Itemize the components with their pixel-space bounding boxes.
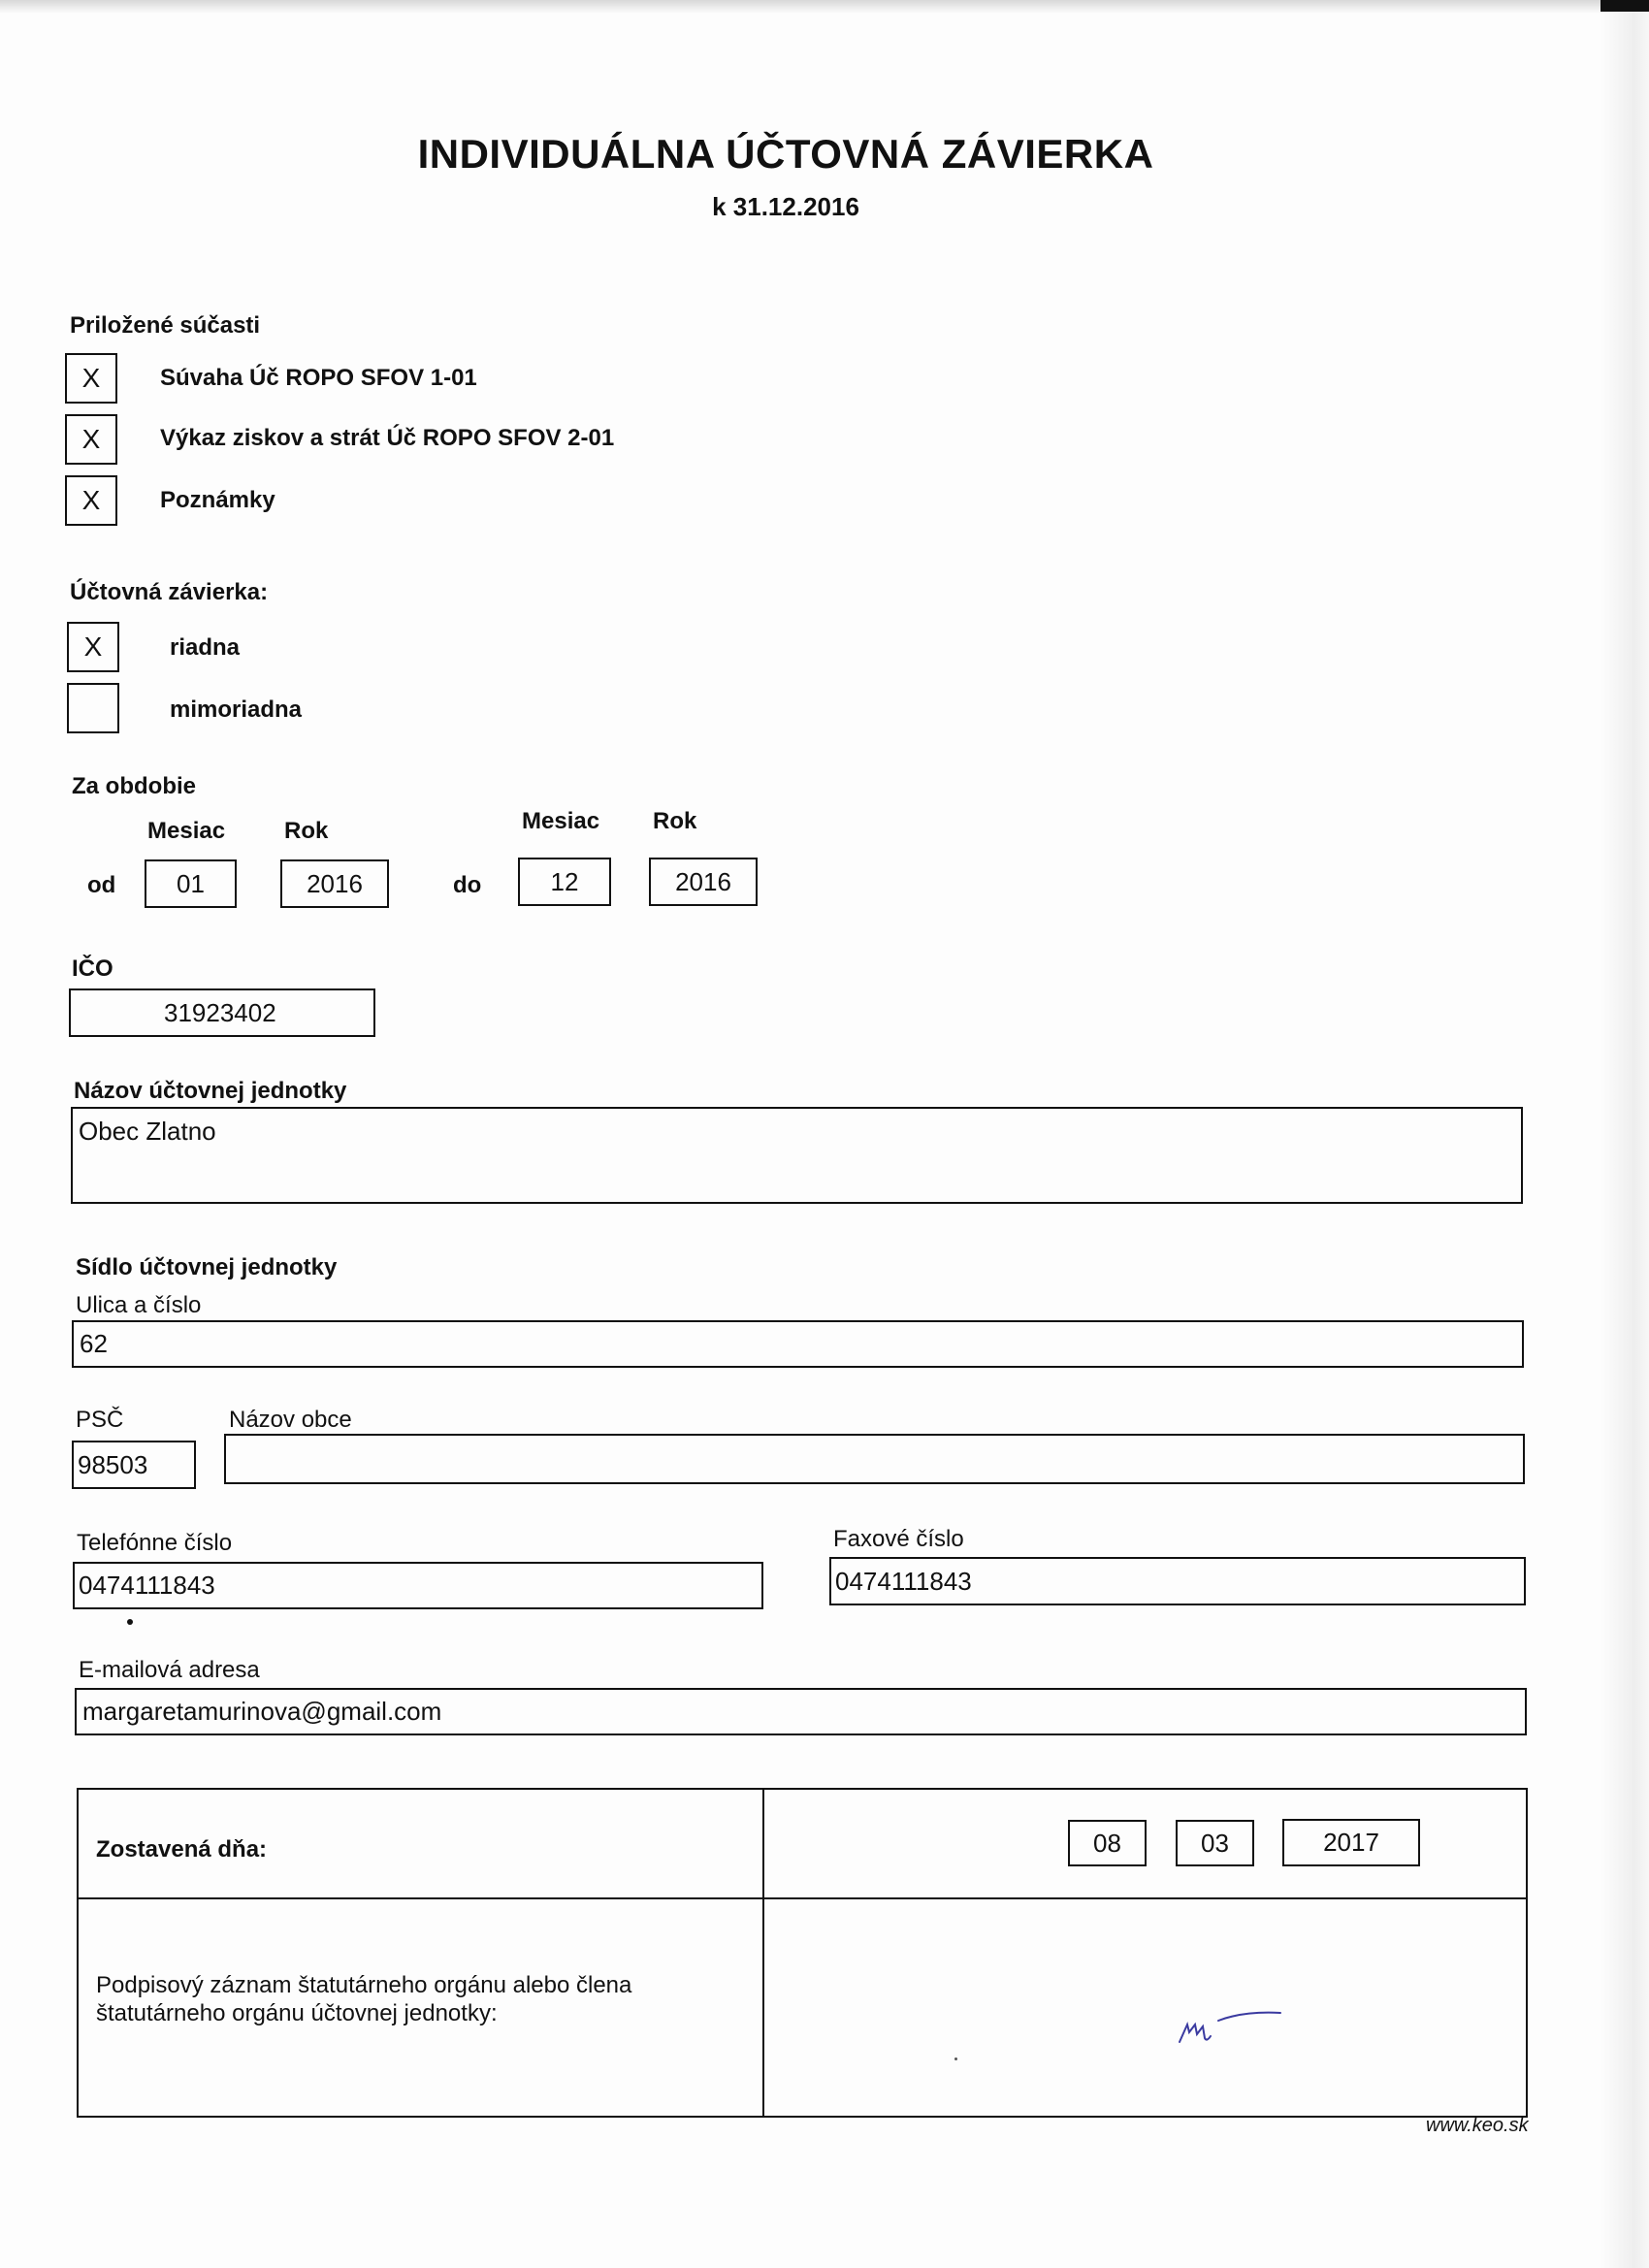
- attachment-label-balance: Súvaha Úč ROPO SFOV 1-01: [160, 365, 477, 391]
- ico-label: IČO: [72, 956, 113, 982]
- scan-top-edge: [0, 0, 1649, 14]
- page-subtitle: k 31.12.2016: [712, 192, 859, 221]
- compiled-year-field[interactable]: 2017: [1282, 1819, 1420, 1866]
- phone-label: Telefónne číslo: [77, 1530, 233, 1556]
- street-field[interactable]: 62: [72, 1320, 1524, 1368]
- closing-type-heading: Účtovná závierka:: [70, 579, 269, 605]
- entity-name-label: Názov účtovnej jednotky: [74, 1078, 347, 1104]
- attachment-checkbox-notes[interactable]: X: [65, 475, 117, 526]
- fax-label: Faxové číslo: [833, 1526, 964, 1552]
- stray-dot: [127, 1619, 133, 1625]
- period-from-year-label: Rok: [284, 818, 329, 844]
- entity-name-field[interactable]: Obec Zlatno: [71, 1107, 1523, 1204]
- table-divider-horizontal: [77, 1897, 1528, 1899]
- attachment-label-income: Výkaz ziskov a strát Úč ROPO SFOV 2-01: [160, 425, 615, 451]
- footer-url: www.keo.sk: [1426, 2115, 1529, 2136]
- attachment-checkbox-income[interactable]: X: [65, 414, 117, 465]
- period-from-label: od: [87, 872, 116, 898]
- closing-label-extraordinary: mimoriadna: [170, 697, 303, 723]
- email-label: E-mailová adresa: [79, 1657, 260, 1683]
- scan-right-edge: [1600, 0, 1649, 2268]
- compiled-day-field[interactable]: 08: [1068, 1820, 1147, 1866]
- table-divider-vertical: [762, 1788, 764, 2118]
- period-from-month-field[interactable]: 01: [145, 859, 237, 908]
- attachment-label-notes: Poznámky: [160, 487, 275, 513]
- phone-field[interactable]: 0474111843: [73, 1562, 763, 1609]
- closing-label-regular: riadna: [170, 634, 241, 661]
- period-to-month-field[interactable]: 12: [518, 858, 611, 906]
- period-to-year-field[interactable]: 2016: [649, 858, 758, 906]
- city-field[interactable]: [224, 1434, 1525, 1484]
- psc-label: PSČ: [76, 1407, 124, 1433]
- period-to-year-label: Rok: [653, 808, 697, 834]
- signature-label: Podpisový záznam štatutárneho orgánu alebo člena štatutárneho orgánu účtovnej jednotky:: [96, 1972, 632, 2026]
- period-to-month-label: Mesiac: [522, 808, 600, 834]
- street-label: Ulica a číslo: [76, 1292, 202, 1318]
- email-field[interactable]: margaretamurinova@gmail.com: [75, 1688, 1527, 1735]
- address-heading: Sídlo účtovnej jednotky: [76, 1254, 338, 1280]
- stray-dot: [954, 2057, 957, 2060]
- compiled-month-field[interactable]: 03: [1176, 1820, 1254, 1866]
- attachment-checkbox-balance[interactable]: X: [65, 353, 117, 404]
- period-heading: Za obdobie: [72, 773, 196, 799]
- closing-checkbox-regular[interactable]: X: [67, 622, 119, 672]
- attachments-heading: Priložené súčasti: [70, 312, 261, 339]
- compiled-label: Zostavená dňa:: [96, 1836, 268, 1863]
- period-to-label: do: [453, 872, 482, 898]
- city-label: Názov obce: [229, 1407, 352, 1433]
- period-from-month-label: Mesiac: [147, 818, 226, 844]
- fax-field[interactable]: 0474111843: [829, 1557, 1526, 1605]
- ico-field[interactable]: 31923402: [69, 988, 375, 1037]
- signature-image: [1174, 2003, 1290, 2052]
- scan-corner-mark: [1600, 0, 1649, 12]
- closing-checkbox-extraordinary[interactable]: [67, 683, 119, 733]
- page-title: INDIVIDUÁLNA ÚČTOVNÁ ZÁVIERKA: [417, 131, 1154, 177]
- period-from-year-field[interactable]: 2016: [280, 859, 389, 908]
- psc-field[interactable]: 98503: [72, 1441, 196, 1489]
